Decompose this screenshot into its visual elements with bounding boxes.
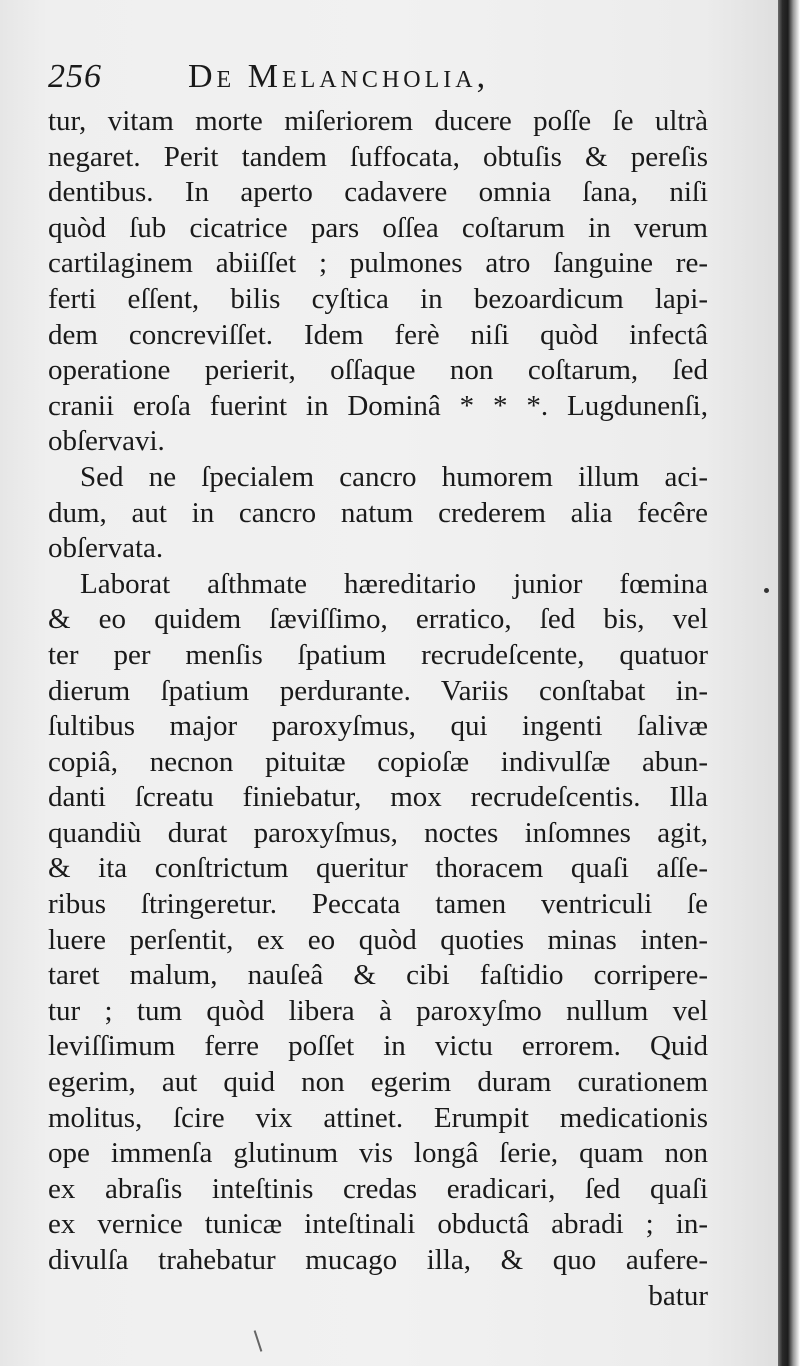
text-line: dierum ſpatium perdurante. Variis conſtabat in-: [48, 674, 708, 707]
text-line: operatione perierit, oſſaque non coſtarum, ſed: [48, 354, 708, 387]
text-line: ope immenſa glutinum vis longâ ſerie, quam non: [48, 1137, 708, 1170]
text-line: obſervavi.: [48, 425, 165, 458]
text-line: Laborat aſthmate hæreditario junior fœmina: [80, 567, 708, 600]
text-line: cranii eroſa fuerint in Dominâ * * *. Lugdunenſi,: [48, 389, 708, 422]
text-line: tur, vitam morte miſeriorem ducere poſſe ſe ultrà: [48, 105, 708, 137]
text-line: quandiù durat paroxyſmus, noctes inſomnes agit,: [48, 816, 708, 849]
text-line: quòd ſub cicatrice pars oſſea coſtarum in verum: [48, 211, 708, 244]
text-line: luere perſentit, ex eo quòd quoties minas inten-: [48, 923, 708, 956]
text-line: molitus, ſcire vix attinet. Erumpit medicationis: [48, 1101, 708, 1134]
body-text: [48, 104, 708, 1314]
page-header: [48, 58, 708, 106]
page-number: 256: [48, 58, 102, 95]
text-line: ſultibus major paroxyſmus, qui ingenti ſalivæ: [48, 710, 708, 743]
text-line: Sed ne ſpecialem cancro humorem illum aci-: [80, 460, 708, 493]
text-line: dem concreviſſet. Idem ferè niſi quòd infectâ: [48, 318, 708, 351]
text-line: negaret. Perit tandem ſuffocata, obtuſis & pereſis: [48, 140, 708, 173]
text-line: tur ; tum quòd libera à paroxyſmo nullum vel: [48, 994, 708, 1027]
text-line: leviſſimum ferre poſſet in victu errorem. Quid: [48, 1030, 708, 1063]
ink-speck: [764, 588, 769, 593]
text-line: egerim, aut quid non egerim duram curationem: [48, 1066, 708, 1099]
text-line: taret malum, nauſeâ & cibi faſtidio corripere-: [48, 959, 708, 992]
text-line: ex vernice tunicæ inteſtinali obductâ abradi ; in-: [48, 1208, 708, 1241]
running-head: De Melancholia,: [188, 58, 490, 95]
text-line: ex abraſis inteſtinis credas eradicari, ſed quaſi: [48, 1172, 708, 1205]
text-line: danti ſcreatu finiebatur, mox recrudeſcentis. Illa: [48, 781, 708, 814]
text-line: copiâ, necnon pituitæ copioſæ indivulſæ abun-: [48, 745, 708, 778]
text-line: dum, aut in cancro natum crederem alia fecêre: [48, 496, 708, 529]
text-line: obſervata.: [48, 532, 164, 565]
text-line: ter per menſis ſpatium recrudeſcente, quatuor: [48, 638, 708, 671]
catchword: batur: [648, 1279, 708, 1312]
text-line: cartilaginem abiiſſet ; pulmones atro ſanguine re-: [48, 247, 708, 280]
text-line: & ita conſtrictum queritur thoracem quaſi aſſe-: [48, 852, 708, 885]
text-line: ferti eſſent, bilis cyſtica in bezoardicum lapi-: [48, 282, 708, 315]
page-edge-shadow: [778, 0, 800, 1366]
text-line: dentibus. In aperto cadavere omnia ſana, niſi: [48, 176, 708, 209]
text-line: divulſa trahebatur mucago illa, & quo aufere-: [48, 1244, 708, 1276]
text-line: & eo quidem ſæviſſimo, erratico, ſed bis, vel: [48, 603, 708, 636]
text-line: ribus ſtringeretur. Peccata tamen ventriculi ſe: [48, 888, 708, 921]
